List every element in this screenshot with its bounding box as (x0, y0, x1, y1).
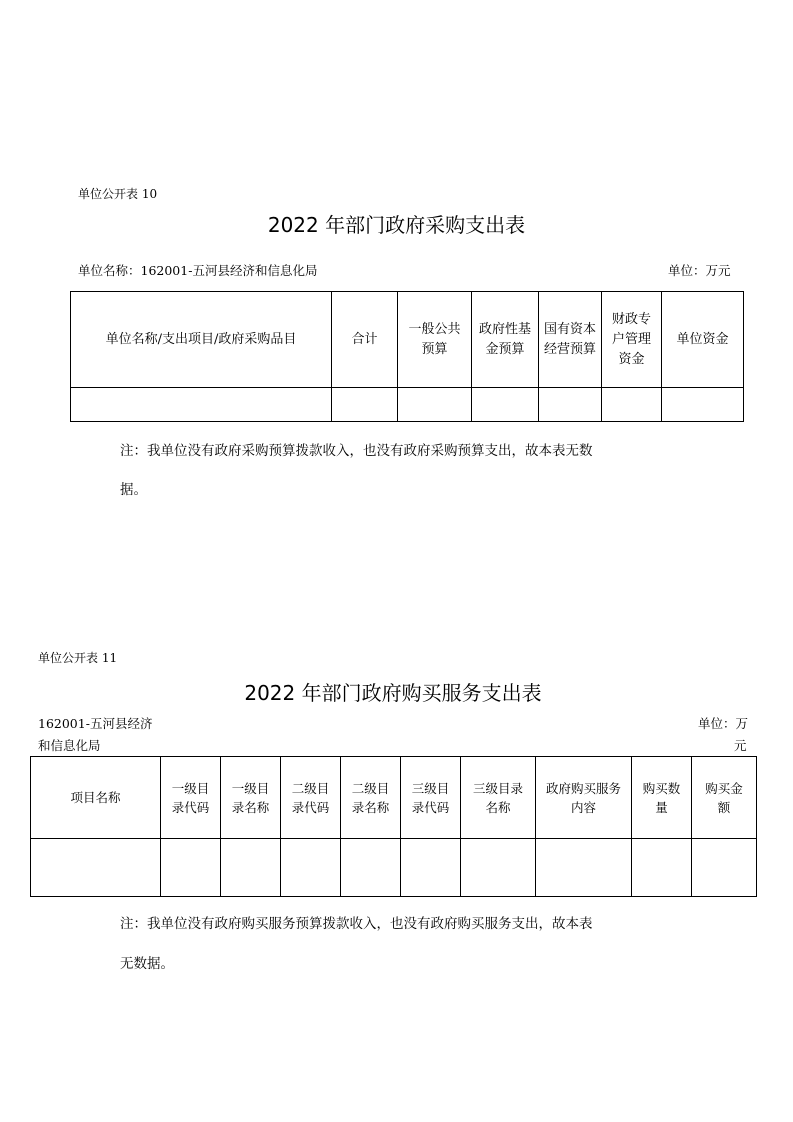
header-cell: 一级目录代码 (161, 757, 221, 839)
header-cell: 合计 (332, 292, 398, 388)
table-cell (461, 839, 536, 897)
header-cell: 政府性基金预算 (472, 292, 539, 388)
table-cell (221, 839, 281, 897)
table-cell (536, 839, 632, 897)
page-title: 2022 年部门政府采购支出表 (267, 213, 526, 237)
note-line: 据。 (120, 482, 147, 498)
unit-label: 单位：万 (698, 716, 749, 731)
header-cell: 项目名称 (31, 757, 161, 839)
header-cell: 二级目录名称 (341, 757, 401, 839)
unit-name-label: 和信息化局 (38, 738, 101, 753)
service-purchase-table (30, 756, 757, 897)
header-cell: 单位资金 (662, 292, 744, 388)
table-cell (692, 839, 757, 897)
header-cell: 国有资本经营预算 (539, 292, 602, 388)
note-line: 注：我单位没有政府采购预算拨款收入，也没有政府采购预算支出，故本表无数 (120, 443, 593, 459)
table-cell (632, 839, 692, 897)
note-line: 注：我单位没有政府购买服务预算拨款收入，也没有政府购买服务支出，故本表 (120, 916, 593, 932)
table-cell (539, 388, 602, 422)
table-cell (398, 388, 472, 422)
table-cell (472, 388, 539, 422)
table-header-row (31, 757, 757, 839)
page-title: 2022 年部门政府购买服务支出表 (244, 681, 542, 705)
unit-name-label: 单位名称：162001-五河县经济和信息化局 (78, 263, 318, 278)
header-cell: 政府购买服务内容 (536, 757, 632, 839)
header-cell: 一级目录名称 (221, 757, 281, 839)
procurement-table (70, 291, 744, 422)
table-cell (281, 839, 341, 897)
form-number: 单位公开表 11 (38, 651, 118, 665)
table-cell (662, 388, 744, 422)
table-row (71, 388, 744, 422)
header-cell: 财政专户管理资金 (602, 292, 662, 388)
form-number: 单位公开表 10 (78, 187, 158, 201)
table-cell (341, 839, 401, 897)
table-cell (31, 839, 161, 897)
table-cell (602, 388, 662, 422)
unit-label: 单位：万元 (668, 263, 731, 278)
unit-name-label: 162001-五河县经济 (38, 716, 153, 731)
unit-label: 元 (734, 738, 747, 753)
header-cell: 三级目录代码 (401, 757, 461, 839)
table-cell (161, 839, 221, 897)
note-line: 无数据。 (120, 956, 174, 972)
header-cell: 一般公共预算 (398, 292, 472, 388)
header-cell: 二级目录代码 (281, 757, 341, 839)
header-cell: 单位名称/支出项目/政府采购品目 (71, 292, 332, 388)
table-cell (71, 388, 332, 422)
table-header-row (71, 292, 744, 388)
header-cell: 三级目录名称 (461, 757, 536, 839)
table-row (31, 839, 757, 897)
header-cell: 购买数量 (632, 757, 692, 839)
table-cell (401, 839, 461, 897)
header-cell: 购买金额 (692, 757, 757, 839)
table-cell (332, 388, 398, 422)
